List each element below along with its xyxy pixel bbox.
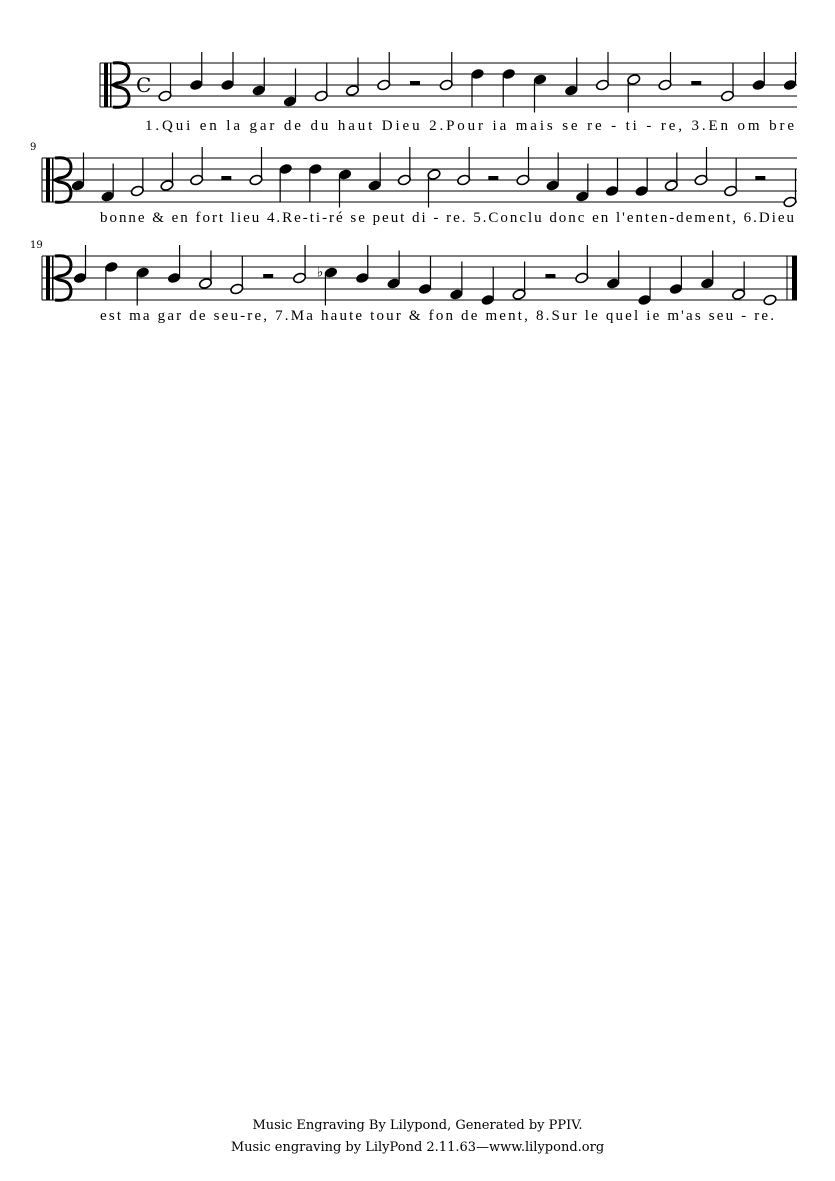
- lyric-line: 1.Qui en la gar de du haut Dieu 2.Pour ia mais se re - ti - re, 3.En om bre: [145, 118, 795, 134]
- alto-clef-icon: [104, 63, 108, 107]
- measure-number: 9: [30, 142, 37, 153]
- alto-clef-icon: [46, 158, 50, 202]
- rest: [263, 274, 273, 278]
- rest: [410, 81, 420, 85]
- final-barline: [792, 256, 797, 300]
- rest: [545, 274, 555, 278]
- rest: [691, 81, 701, 85]
- note-head: [763, 294, 777, 306]
- rest: [755, 176, 765, 180]
- lyric-line: est ma gar de seu-re, 7.Ma haute tour & fon de ment, 8.Sur le quel ie m'as seu - re.: [100, 308, 775, 324]
- footer-credit-1: Music Engraving By Lilypond, Generated by PPIV.: [252, 1118, 583, 1133]
- rest: [488, 176, 498, 180]
- footer-credit-2: Music engraving by LilyPond 2.11.63—www.lilypond.org: [230, 1140, 605, 1155]
- flat-accidental: ♭: [316, 264, 324, 281]
- measure-number: 19: [30, 240, 43, 251]
- alto-clef-icon: [46, 256, 50, 300]
- time-signature-icon: C: [136, 73, 152, 97]
- lyric-line: bonne & en fort lieu 4.Re-ti-ré se peut di - re. 5.Conclu donc en l'enten-dement, 6.Dieu: [100, 210, 795, 226]
- rest: [221, 176, 231, 180]
